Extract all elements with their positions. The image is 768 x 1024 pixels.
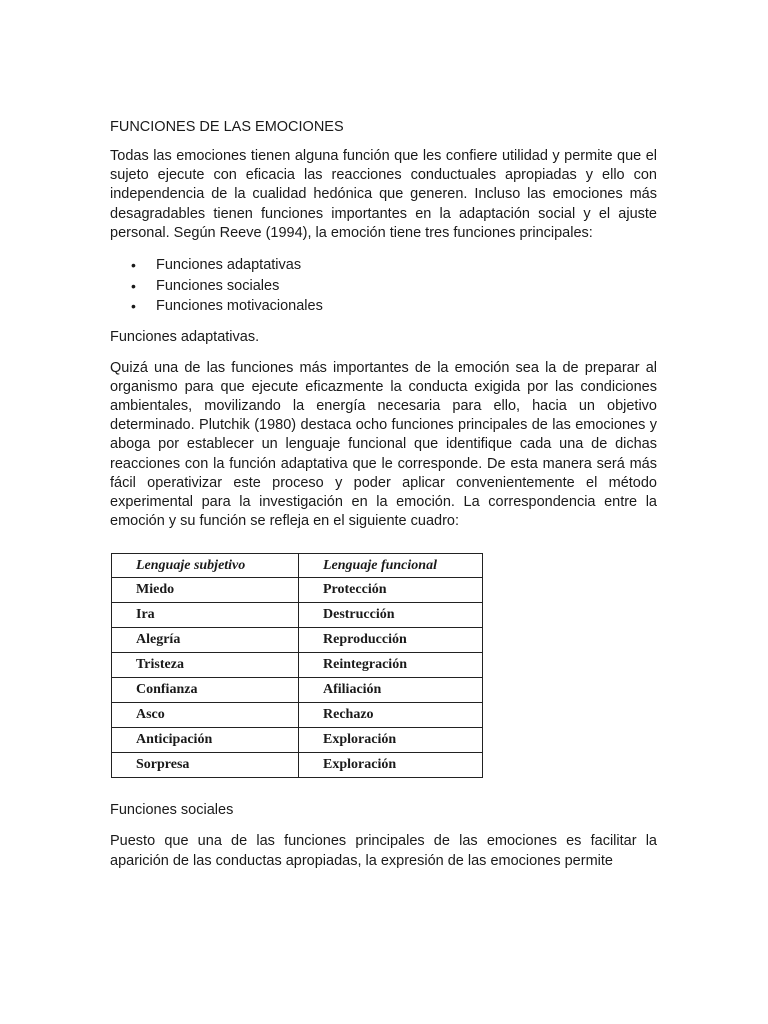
table-row (112, 653, 483, 678)
table-cell: Tristeza (112, 653, 299, 678)
table-row (112, 703, 483, 728)
list-item: • Funciones sociales (131, 276, 657, 297)
bullet-icon: • (131, 277, 136, 294)
table-cell: Protección (299, 578, 483, 603)
table-cell: Destrucción (299, 603, 483, 628)
intro-paragraph: Todas las emociones tienen alguna función que les confiere utilidad y permite que el sujeto ejecute con eficacia las reacciones conductuales apropiadas y ello con independencia de la cualidad hedónica que generen. Incluso las emociones más desagradables tienen funciones importantes en la adaptación social y el ajuste personal. Según Reeve (1994), la emoción tiene tres funciones principales: (110, 148, 657, 241)
table-cell: Reintegración (299, 653, 483, 678)
table-cell: Sorpresa (112, 753, 299, 778)
table-cell: Exploración (299, 753, 483, 778)
list-item: • Funciones motivacionales (131, 296, 657, 317)
functions-list (110, 255, 657, 317)
table-header-row (112, 554, 483, 578)
header-functional: Lenguaje funcional (299, 554, 483, 578)
table-cell: Miedo (112, 578, 299, 603)
table-cell: Alegría (112, 628, 299, 653)
section-heading-adaptive: Funciones adaptativas. (110, 328, 260, 345)
table-row (112, 578, 483, 603)
table-cell: Exploración (299, 728, 483, 753)
section-heading-social: Funciones sociales (110, 802, 234, 819)
document-page (110, 117, 657, 883)
table-cell: Anticipación (112, 728, 299, 753)
table-cell: Confianza (112, 678, 299, 703)
table-row (112, 603, 483, 628)
table-row (112, 678, 483, 703)
table-row (112, 753, 483, 778)
list-item: • Funciones adaptativas (131, 255, 657, 276)
table-cell: Reproducción (299, 628, 483, 653)
table-cell: Ira (112, 603, 299, 628)
table-cell: Asco (112, 703, 299, 728)
social-paragraph: Puesto que una de las funciones principales de las emociones es facilitar la aparición de las conductas apropiadas, la expresión de las emociones permite (110, 833, 657, 869)
table-cell: Rechazo (299, 703, 483, 728)
document-title: FUNCIONES DE LAS EMOCIONES (110, 119, 344, 135)
table-cell: Afiliación (299, 678, 483, 703)
bullet-icon: • (131, 298, 136, 315)
bullet-icon: • (131, 257, 136, 274)
header-subjective: Lenguaje subjetivo (112, 554, 299, 578)
adaptive-paragraph: Quizá una de las funciones más importantes de la emoción sea la de preparar al organismo para que ejecute eficazmente la conducta exigida por las condiciones ambientales, movilizando la energía necesaria para ello, hacia un objetivo determinado. Plutchik (1980) destaca ocho funciones principales de las emociones y aboga por establecer un lenguaje funcional que identifique cada una de dichas reacciones con la función adaptativa que le corresponde. De esta manera será más fácil operativizar este proceso y poder aplicar convenientemente el método experimental para la investigación en la emoción. La correspondencia entre la emoción y su función se refleja en el siguiente cuadro: (110, 359, 657, 530)
table-row (112, 728, 483, 753)
table-row (112, 628, 483, 653)
emotions-table (111, 553, 483, 778)
